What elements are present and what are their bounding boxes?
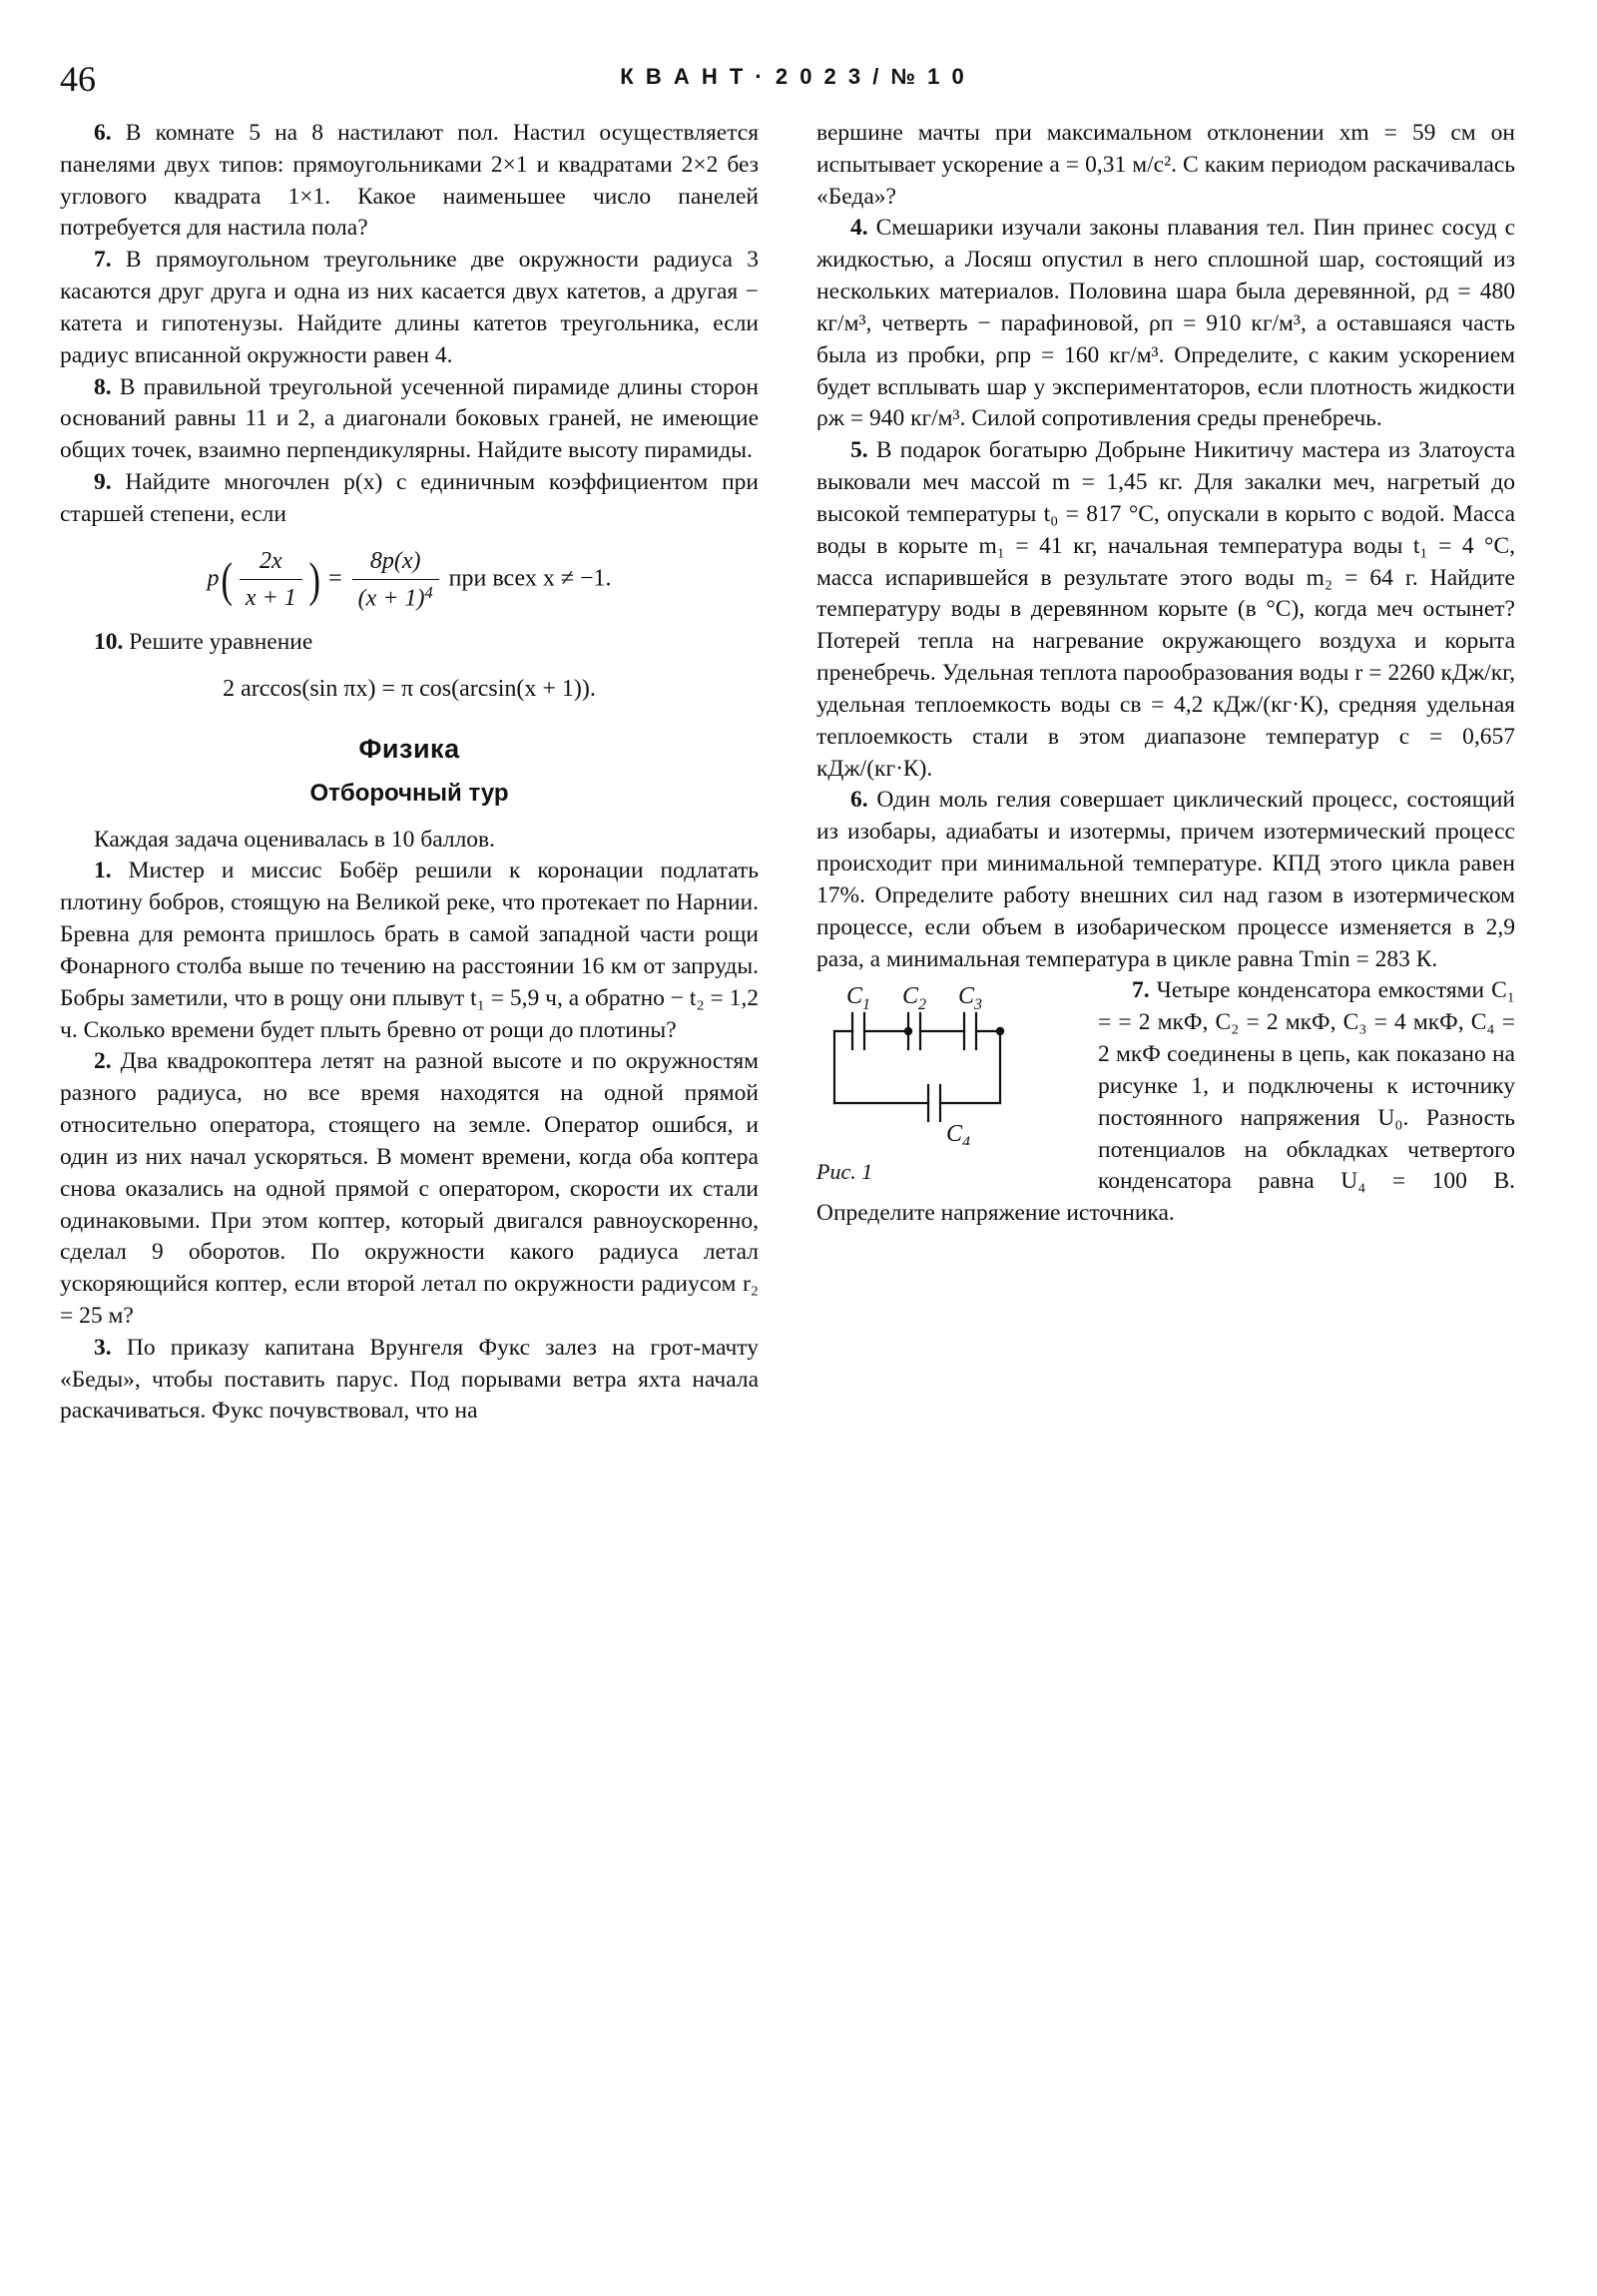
page-header [60,40,1527,100]
physics-problem-2-number: 2. [94,1048,112,1075]
physics-problem-1-text: Мистер и миссис Бобёр решили к коронации подлатать плотину бобров, стоящую на Великой реке, что протекает по Нарнии. Бревна для ремонта пришлось брать в самой западной части рощи Фонарного столба выше по течению на расстоянии 16 км от запруды. Бобры заметили, что в рощу они плывут t₁ = 5,9 ч, а обратно − t₂ = 1,2 ч. Сколько времени будет плыть бревно от рощи до плотины? [60,858,760,1043]
physics-problem-7-number: 7. [1132,977,1150,1004]
physics-problem-3-number: 3. [94,1334,112,1361]
physics-problem-6 [816,785,1515,975]
problem-10-number: 10. [94,629,124,656]
problem-9-text: Найдите многочлен p(x) с единичным коэффициентом при старшей степени, если [60,469,759,527]
problem-6 [60,118,759,245]
problem-8 [60,372,759,467]
formula9-function: p [207,565,220,592]
left-column [60,118,759,2256]
formula9-left-numerator: 2x [240,545,302,581]
physics-problem-3-continued: вершине мачты при максимальном отклонении xm = 59 см он испытывает ускорение a = 0,31 м/с². С каким периодом раскачивалась «Беда»? [816,120,1515,210]
physics-problem-4-number: 4. [850,215,868,242]
problem-7 [60,245,759,371]
journal-title: К В А Н Т [620,64,747,89]
formula9-equals: = [328,565,342,592]
right-column [816,118,1515,2256]
subsection-title-qualifying-round: Отборочный тур [309,780,509,808]
formula-problem-9 [60,545,759,615]
formula9-right-numerator: 8p(x) [352,545,439,581]
problem-7-text: В прямоугольном треугольнике две окружности радиуса 3 касаются друг друга и одна из них касается двух катетов, а другая − катета и гипотенузы. Найдите длины катетов треугольника, если радиус вписанной окружности равен 4. [60,247,759,368]
problem-9 [60,467,759,531]
problem-9-number: 9. [94,469,112,496]
physics-problem-6-number: 6. [850,787,868,814]
physics-problem-7-text: Четыре конденсатора емкостями C₁ = = 2 мкФ, C₂ = 2 мкФ, C₃ = 4 мкФ, C₄ = 2 мкФ соединены в цепь, как показано на рисунке 1, и подключены к источнику постоянного напряжения U₀. Разность потенциалов на обкладках четвертого конденсатора равна U₄ = 100 В. Определите напряжение источника. [816,977,1515,1227]
formula9-left-denominator: x + 1 [245,585,296,612]
problem-10-text: Решите уравнение [129,629,313,656]
running-head [60,64,1527,90]
label-c4: $C_4$ [946,1121,971,1146]
formula9-right-denominator [352,580,439,615]
two-column-body [60,118,1537,2256]
problem-6-text: В комнате 5 на 8 настилают пол. Настил осуществляется панелями двух типов: прямоугольниками 2×1 и квадратами 2×2 без углового квадрата 1×1. Какое наименьшее число панелей потребуется для настила пола? [60,120,760,242]
scoring-note: Каждая задача оценивалась в 10 баллов. [94,826,496,853]
formula9-close-paren: ) [308,552,320,608]
formula9-tail: при всех x ≠ −1. [448,565,612,592]
physics-problem-4 [816,213,1515,435]
problem-8-text: В правильной треугольной усеченной пирамиде длины сторон оснований равны 11 и 2, а диагонали боковых граней, не имеющие общих точек, взаимно перпендикулярны. Найдите высоту пирамиды. [60,373,760,464]
circuit-labels [846,985,982,1145]
formula9-right-fraction [352,545,439,615]
problem-10 [60,627,759,659]
physics-problem-5-text: В подарок богатырю Добрыне Никитичу мастера из Златоуста выковали меч массой m = 1,45 кг. Для закалки меч, нагретый до высокой температуры t₀ = 817 °С, опускали в корыто с водой. Масса воды в корыте m₁ = 41 кг, начальная температура воды t₁ = 4 °С, масса испарившейся в результате этого воды m₂ = 64 г. Найдите температуру воды в деревянном корыте (в °С), когда меч остынет? Потерей тепла на нагревание окружающего воздуха и корыта пренебречь. Удельная теплота парообразования воды r = 2260 кДж/кг, удельная теплоемкость воды cв = 4,2 кДж/(кг·К), средняя удельная теплоемкость стали в этом диапазоне температур c = 0,657 кДж/(кг·К). [816,437,1515,782]
formula9-denominator-exponent: 4 [424,583,433,603]
physics-problem-2 [60,1046,759,1332]
section-title-physics: Физика [358,734,460,765]
formula9-left-fraction [240,545,302,615]
formula-problem-10: 2 arccos(sin πx) = π cos(arcsin(x + 1)). [223,675,596,702]
physics-problem-3 [60,1333,759,1428]
physics-problem-6-text: Один моль гелия совершает циклический процесс, состоящий из изобары, адиабаты и изотермы, причем изотермический процесс происходит при минимальной температуре. КПД этого цикла равен 17%. Определите работу внешних сил над газом в изотермическом процессе, если объем в изобарическом процессе изменяется в 2,9 раза, а минимальная температура в цикле равна Tmin = 283 К. [816,787,1515,972]
physics-problem-3-text: По приказу капитана Врунгеля Фукс залез на грот-мачту «Беды», чтобы поставить парус. Под порывами ветра яхта начала раскачиваться. Фукс почувствовал, что на [60,1334,760,1425]
formula9-open-paren: ( [221,552,234,608]
label-c3: $C_3$ [958,985,983,1014]
problem-8-number: 8. [94,373,112,400]
label-c1: $C_1$ [846,985,871,1014]
circuit-figure [816,985,1084,1187]
physics-problem-4-text: Смешарики изучали законы плавания тел. Пин принес сосуд с жидкостью, а Лосяш опустил в него сплошной шар, состоящий из нескольких материалов. Половина шара была деревянной, ρд = 480 кг/м³, четверть − парафиновой, ρп = 910 кг/м³, а оставшаяся часть была из пробки, ρпр = 160 кг/м³. Определите, с каким ускорением будет всплывать шар у экспериментаторов, если плотность жидкости ρж = 940 кг/м³. Силой сопротивления среды пренебречь. [816,215,1515,432]
capacitor-circuit-svg [816,985,1084,1145]
physics-problem-1 [60,856,759,1046]
figure-caption: Рис. 1 [816,1159,873,1185]
header-separator: · [755,64,767,89]
label-c2: $C_2$ [902,985,927,1014]
page-number: 46 [60,59,96,99]
problem-7-number: 7. [94,247,112,274]
physics-problem-1-number: 1. [94,858,112,884]
problem-6-number: 6. [94,120,112,146]
physics-problem-5 [816,435,1515,785]
physics-problem-5-number: 5. [850,437,868,464]
physics-problem-7-block [816,975,1515,1230]
issue-label: 2 0 2 3 / № 1 0 [775,64,967,89]
formula9-denominator-base: (x + 1) [357,585,425,612]
physics-problem-2-text: Два квадрокоптера летят на разной высоте и по окружностям разного радиуса, но все время находятся на одной прямой относительно оператора, стоящего на земле. Оператор ошибся, и один из них начал ускоряться. В момент времени, когда оба коптера снова оказались на одной прямой с оператором, скорости их стали одинаковыми. При этом коптер, который двигался равноускоренно, сделал 9 оборотов. По окружности какого радиуса летал ускоряющийся коптер, если второй летал по окружности радиусом r₂ = 25 м? [60,1048,759,1329]
